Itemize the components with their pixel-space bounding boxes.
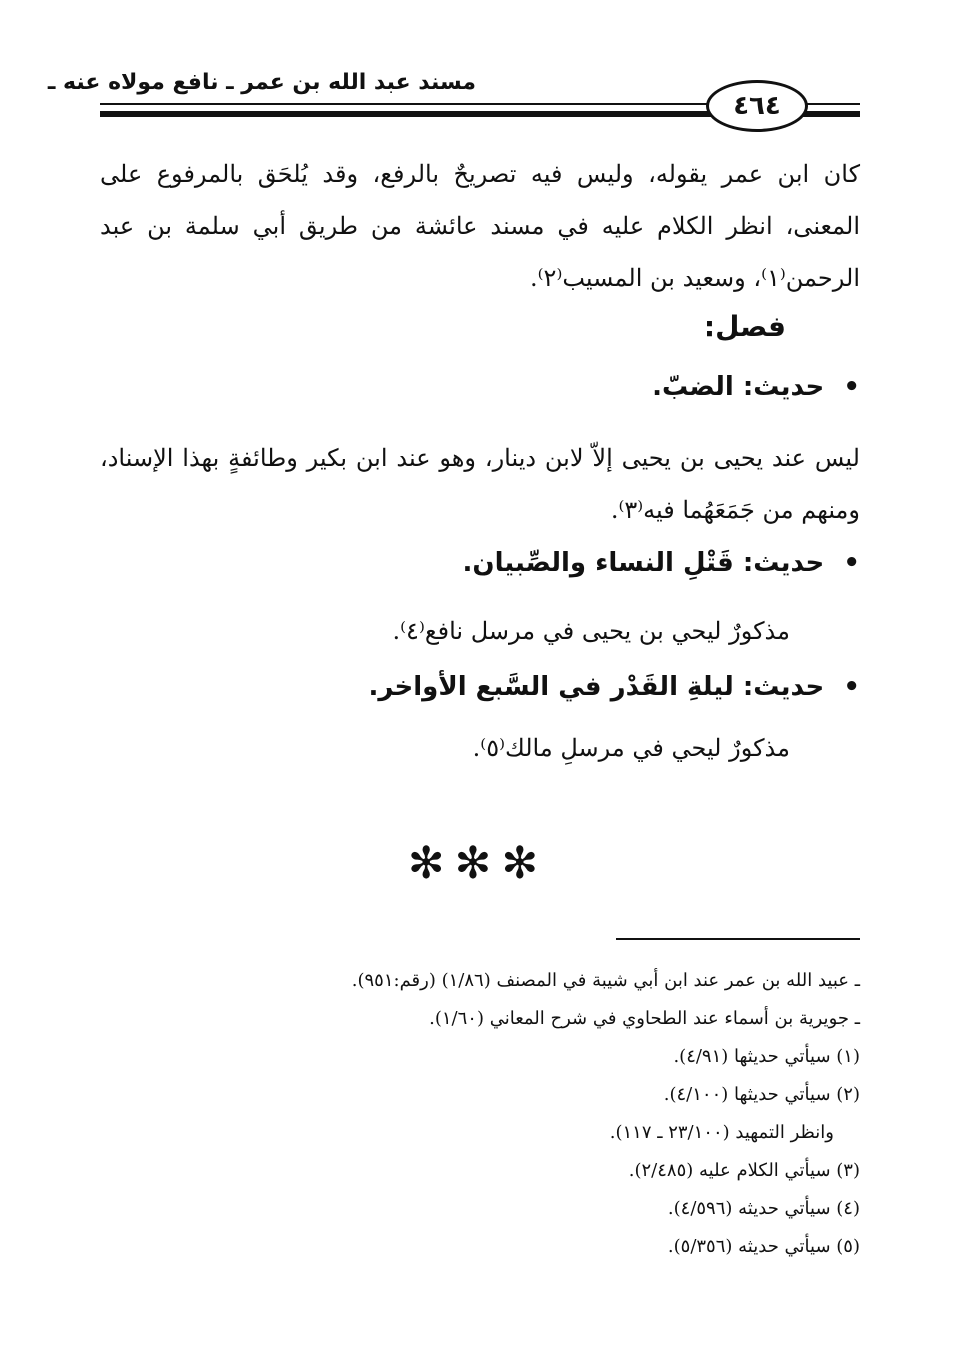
hadith-label: حديث: xyxy=(742,548,825,578)
footnote-line: (٥) سيأتي حديثه (٥/٣٥٦). xyxy=(667,1236,860,1257)
footnote-line: ـ جويرية بن أسماء عند الطحاوي في شرح المعاني (١/٦٠). xyxy=(429,1008,860,1029)
page-number-badge: ٤٦٤ xyxy=(706,80,808,132)
hadith-heading-3 xyxy=(100,672,860,702)
hadith-label: حديث: xyxy=(742,372,825,402)
section-separator-stars: ✻✻✻ xyxy=(407,838,549,889)
hadith-text-3: مذكورٌ ليحي في مرسلِ مالك⁽٥⁾. xyxy=(472,734,790,762)
footnote-line: (٣) سيأتي الكلام عليه (٢/٤٨٥). xyxy=(628,1160,860,1181)
bullet-icon: • xyxy=(843,548,860,578)
section-heading: فصل: xyxy=(703,310,786,343)
footnote-line: (١) سيأتي حديثها (٤/٩١). xyxy=(673,1046,860,1067)
hadith-title: قَتْلِ النساء والصِّبيان. xyxy=(462,548,734,578)
footnote-line: (٤) سيأتي حديثه (٤/٥٩٦). xyxy=(667,1198,860,1219)
hadith-text-1: ليس عند يحيى بن يحيى إلاّ لابن دينار، وهو عند ابن بكير وطائفةٍ بهذا الإسناد، ومنهم من جَمَعَهُما فيه⁽٣⁾. xyxy=(100,444,860,524)
hadith-text-2: مذكورٌ ليحي بن يحيى في مرسل نافع⁽٤⁾. xyxy=(392,617,790,645)
footnote-line: (٢) سيأتي حديثها (٤/١٠٠). xyxy=(663,1084,860,1105)
intro-paragraph: كان ابن عمر يقوله، وليس فيه تصريحٌ بالرفع، وقد يُلحَق بالمرفوع على المعنى، انظر الكلام عليه في مسند عائشة من طريق أبي سلمة بن عبد الرحمن⁽١⁾، وسعيد بن المسيب⁽٢⁾. xyxy=(100,160,860,292)
hadith-heading-2 xyxy=(100,548,860,578)
hadith-title: الضبّ. xyxy=(652,372,734,402)
hadith-label: حديث: xyxy=(742,672,825,702)
footnote-line: وانظر التمهيد (٢٣/١٠٠ ـ ١١٧). xyxy=(609,1122,834,1143)
footnotes xyxy=(100,962,860,1266)
running-header-title: مسند عبد الله بن عمر ـ نافع مولاه عنه ـ xyxy=(47,70,476,95)
footnote-line: ـ عبيد الله بن عمر عند ابن أبي شيبة في المصنف (١/٨٦) (رقم:٩٥١). xyxy=(351,970,860,991)
hadith-title: ليلةِ القَدْر في السَّبع الأواخر. xyxy=(368,672,734,702)
bullet-icon: • xyxy=(843,672,860,702)
footnote-rule xyxy=(616,938,860,940)
hadith-heading-1 xyxy=(100,372,860,402)
bullet-icon: • xyxy=(843,372,860,402)
